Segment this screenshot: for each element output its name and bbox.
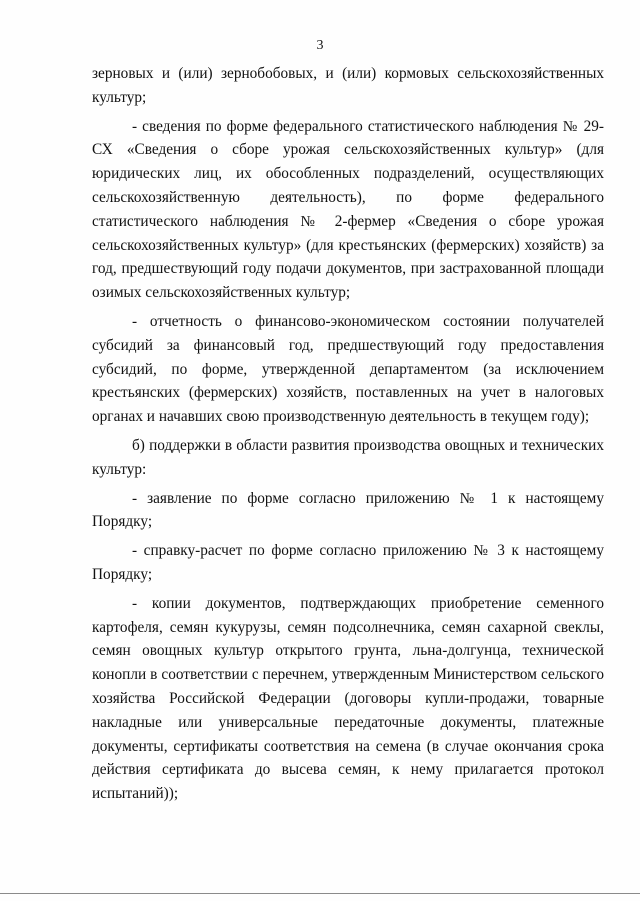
paragraph-financial-report: - отчетность о финансово-экономическом состоянии получателей субсидий за финансовый год, предшествующий году предоставления субсидий, по форме, утвержденной департаментом (за исключением крестьянских (фермерских) хозяйств, поставленных на учет в налоговых органах и начавших свою производственную деятельность в текущем году); [92, 312, 604, 426]
paragraph-subsection-b: б) поддержки в области развития производства овощных и технических культур: [92, 436, 604, 478]
paragraph-statistics-29sx: - сведения по форме федерального статистического наблюдения № 29-СХ «Сведения о сборе урожая сельскохозяйственных культур» (для юридических лиц, их обособленных подразделений, осуществляющих сельскохозяйственную деятельность), по форме федерального статистического наблюдения № 2-фермер «Сведения о сборе урожая сельскохозяйственных культур» (для крестьянских (фермерских) хозяйств) за год, предшествующий году подачи документов, при застрахованной площади озимых сельскохозяйственных культур; [92, 117, 604, 302]
document-body [92, 62, 604, 806]
paragraph-calculation: - справку-расчет по форме согласно приложению № 3 к настоящему Порядку; [92, 542, 604, 583]
paragraph-document-copies: - копии документов, подтверждающих приобретение семенного картофеля, семян кукурузы, семян подсолнечника, семян сахарной свеклы, семян овощных культур открытого грунта, льна-долгунца, технической конопли в соответствии с перечнем, утвержденным Министерством сельского хозяйства Российской Федерации (договоры купли-продажи, товарные накладные или универсальные передаточные документы, платежные документы, сертификаты соответствия на семена (в случае окончания срока действия сертификата до высева семян, к нему прилагается протокол испытаний)); [92, 594, 604, 803]
paragraph-application: - заявление по форме согласно приложению № 1 к настоящему Порядку; [92, 489, 604, 531]
bottom-divider [0, 893, 640, 894]
paragraph-continuation: зерновых и (или) зернобобовых, и (или) кормовых сельскохозяйственных культур; [92, 65, 604, 106]
page-number: 3 [316, 38, 324, 53]
